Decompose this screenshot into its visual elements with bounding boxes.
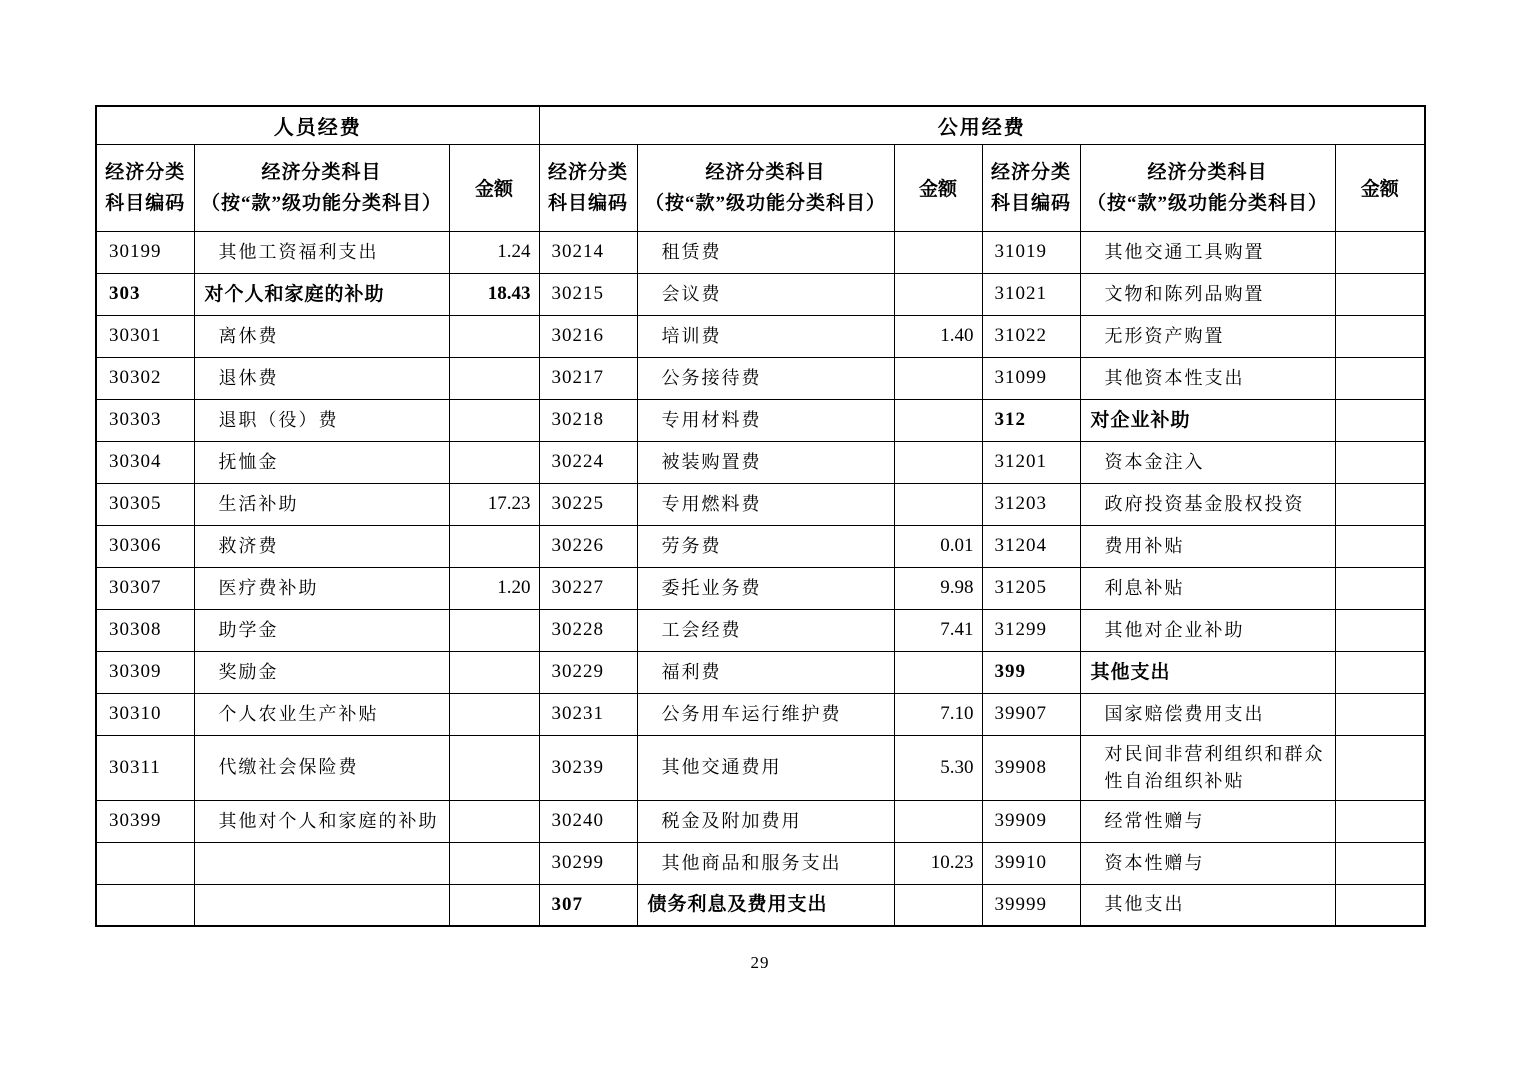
column-header-code-line1: 经济分类 [547, 161, 628, 183]
column-header-subject [194, 144, 449, 231]
subject-name-cell: 文物和陈列品购置 [1080, 273, 1335, 315]
amount-cell [449, 441, 539, 483]
column-header-row [96, 144, 1425, 231]
amount-cell: 10.23 [894, 842, 982, 884]
amount-cell [1335, 441, 1425, 483]
subject-name-cell: 委托业务费 [637, 567, 894, 609]
amount-cell [449, 357, 539, 399]
table-row [96, 567, 1425, 609]
subject-name-cell: 福利费 [637, 651, 894, 693]
subject-name-cell: 退职（役）费 [194, 399, 449, 441]
amount-cell [1335, 651, 1425, 693]
amount-cell: 5.30 [894, 735, 982, 800]
amount-cell [894, 441, 982, 483]
economic-code-cell: 30225 [539, 483, 637, 525]
economic-code-cell: 30240 [539, 800, 637, 842]
column-header-subject-line2: （按“款”级功能分类科目） [644, 192, 886, 214]
table-row [96, 800, 1425, 842]
subject-name-cell: 政府投资基金股权投资 [1080, 483, 1335, 525]
column-header-code-line2: 科目编码 [105, 192, 186, 214]
section-header-public-funds: 公用经费 [539, 106, 1425, 144]
amount-cell: 1.20 [449, 567, 539, 609]
amount-cell: 0.01 [894, 525, 982, 567]
amount-cell [1335, 483, 1425, 525]
subject-name-cell: 其他工资福利支出 [194, 231, 449, 273]
subject-name-cell: 离休费 [194, 315, 449, 357]
economic-code-cell: 30308 [96, 609, 194, 651]
amount-cell [1335, 357, 1425, 399]
economic-code-cell: 30307 [96, 567, 194, 609]
amount-cell [1335, 399, 1425, 441]
subject-name-cell: 助学金 [194, 609, 449, 651]
subject-name-cell: 国家赔偿费用支出 [1080, 693, 1335, 735]
subject-name-cell: 劳务费 [637, 525, 894, 567]
column-header-code-line2: 科目编码 [547, 192, 628, 214]
amount-cell [1335, 842, 1425, 884]
subject-name-cell: 无形资产购置 [1080, 315, 1335, 357]
table-row [96, 273, 1425, 315]
economic-code-cell: 31299 [982, 609, 1080, 651]
amount-cell: 9.98 [894, 567, 982, 609]
amount-cell [1335, 735, 1425, 800]
subject-name-cell: 工会经费 [637, 609, 894, 651]
economic-code-cell: 30399 [96, 800, 194, 842]
economic-code-cell: 31099 [982, 357, 1080, 399]
column-header-subject [1080, 144, 1335, 231]
subject-name-cell: 其他支出 [1080, 884, 1335, 926]
economic-code-cell: 31204 [982, 525, 1080, 567]
table-row [96, 231, 1425, 273]
subject-name-cell [194, 884, 449, 926]
subject-name-cell: 债务利息及费用支出 [637, 884, 894, 926]
column-header-amount: 金额 [1335, 144, 1425, 231]
column-header-code [96, 144, 194, 231]
economic-code-cell: 31022 [982, 315, 1080, 357]
subject-name-cell: 专用材料费 [637, 399, 894, 441]
subject-name-cell: 会议费 [637, 273, 894, 315]
column-header-subject-line2: （按“款”级功能分类科目） [1086, 192, 1328, 214]
subject-name-cell: 专用燃料费 [637, 483, 894, 525]
amount-cell [1335, 231, 1425, 273]
amount-cell [894, 357, 982, 399]
economic-code-cell: 30309 [96, 651, 194, 693]
economic-code-cell: 39909 [982, 800, 1080, 842]
economic-code-cell: 30310 [96, 693, 194, 735]
amount-cell [449, 800, 539, 842]
subject-name-cell: 奖励金 [194, 651, 449, 693]
amount-cell [894, 800, 982, 842]
subject-name-cell: 其他交通费用 [637, 735, 894, 800]
economic-code-cell: 31021 [982, 273, 1080, 315]
amount-cell [449, 651, 539, 693]
amount-cell [894, 399, 982, 441]
table-row [96, 483, 1425, 525]
amount-cell [449, 735, 539, 800]
amount-cell [894, 651, 982, 693]
budget-classification-table [95, 105, 1426, 927]
economic-code-cell: 39907 [982, 693, 1080, 735]
economic-code-cell: 30227 [539, 567, 637, 609]
economic-code-cell: 30216 [539, 315, 637, 357]
page-number: 29 [750, 953, 770, 972]
column-header-code-line1: 经济分类 [990, 161, 1071, 183]
economic-code-cell: 39908 [982, 735, 1080, 800]
amount-cell [1335, 800, 1425, 842]
economic-code-cell: 30224 [539, 441, 637, 483]
economic-code-cell: 31203 [982, 483, 1080, 525]
amount-cell [449, 315, 539, 357]
economic-code-cell: 39999 [982, 884, 1080, 926]
subject-name-cell: 其他交通工具购置 [1080, 231, 1335, 273]
subject-name-cell: 其他对企业补助 [1080, 609, 1335, 651]
subject-name-cell: 租赁费 [637, 231, 894, 273]
column-header-subject-line1: 经济分类科目 [705, 161, 826, 183]
amount-cell [449, 693, 539, 735]
amount-cell: 1.40 [894, 315, 982, 357]
table-row [96, 525, 1425, 567]
subject-name-cell [194, 842, 449, 884]
economic-code-cell: 30199 [96, 231, 194, 273]
column-header-code-line1: 经济分类 [105, 161, 186, 183]
economic-code-cell: 30239 [539, 735, 637, 800]
table-row [96, 735, 1425, 800]
economic-code-cell: 30306 [96, 525, 194, 567]
subject-name-cell: 经常性赠与 [1080, 800, 1335, 842]
table-row [96, 609, 1425, 651]
table-row [96, 842, 1425, 884]
economic-code-cell: 30218 [539, 399, 637, 441]
subject-name-cell: 救济费 [194, 525, 449, 567]
economic-code-cell: 30301 [96, 315, 194, 357]
economic-code-cell: 399 [982, 651, 1080, 693]
subject-name-cell: 费用补贴 [1080, 525, 1335, 567]
table-row [96, 884, 1425, 926]
column-header-subject-line1: 经济分类科目 [261, 161, 382, 183]
amount-cell [449, 525, 539, 567]
amount-cell: 7.10 [894, 693, 982, 735]
subject-name-cell: 其他资本性支出 [1080, 357, 1335, 399]
amount-cell [449, 842, 539, 884]
amount-cell [1335, 609, 1425, 651]
economic-code-cell: 312 [982, 399, 1080, 441]
column-header-code [982, 144, 1080, 231]
economic-code-cell: 30217 [539, 357, 637, 399]
economic-code-cell: 303 [96, 273, 194, 315]
subject-name-cell: 抚恤金 [194, 441, 449, 483]
subject-name-cell: 对个人和家庭的补助 [194, 273, 449, 315]
subject-name-cell: 生活补助 [194, 483, 449, 525]
section-header-personnel-funds: 人员经费 [96, 106, 539, 144]
subject-name-cell: 代缴社会保险费 [194, 735, 449, 800]
economic-code-cell [96, 884, 194, 926]
subject-name-cell: 公务接待费 [637, 357, 894, 399]
table-row [96, 357, 1425, 399]
column-header-subject [637, 144, 894, 231]
amount-cell [449, 884, 539, 926]
subject-name-cell: 税金及附加费用 [637, 800, 894, 842]
economic-code-cell [96, 842, 194, 884]
subject-name-cell: 资本性赠与 [1080, 842, 1335, 884]
subject-name-cell: 资本金注入 [1080, 441, 1335, 483]
subject-name-cell: 公务用车运行维护费 [637, 693, 894, 735]
column-header-subject-line2: （按“款”级功能分类科目） [200, 192, 442, 214]
amount-cell [894, 273, 982, 315]
amount-cell [1335, 315, 1425, 357]
column-header-amount: 金额 [449, 144, 539, 231]
column-header-code [539, 144, 637, 231]
subject-name-cell: 退休费 [194, 357, 449, 399]
subject-name-cell: 培训费 [637, 315, 894, 357]
table-row [96, 651, 1425, 693]
subject-name-cell: 医疗费补助 [194, 567, 449, 609]
subject-name-cell: 利息补贴 [1080, 567, 1335, 609]
subject-name-cell: 其他支出 [1080, 651, 1335, 693]
economic-code-cell: 30214 [539, 231, 637, 273]
column-header-amount: 金额 [894, 144, 982, 231]
amount-cell [449, 399, 539, 441]
economic-code-cell: 39910 [982, 842, 1080, 884]
table-row [96, 315, 1425, 357]
amount-cell [1335, 273, 1425, 315]
economic-code-cell: 30305 [96, 483, 194, 525]
economic-code-cell: 30304 [96, 441, 194, 483]
amount-cell [894, 483, 982, 525]
subject-name-cell: 个人农业生产补贴 [194, 693, 449, 735]
economic-code-cell: 31201 [982, 441, 1080, 483]
subject-name-cell: 被装购置费 [637, 441, 894, 483]
amount-cell [894, 231, 982, 273]
economic-code-cell: 30228 [539, 609, 637, 651]
economic-code-cell: 30226 [539, 525, 637, 567]
subject-name-cell: 其他商品和服务支出 [637, 842, 894, 884]
amount-cell [1335, 567, 1425, 609]
economic-code-cell: 30311 [96, 735, 194, 800]
subject-name-cell: 对民间非营利组织和群众性自治组织补贴 [1080, 735, 1335, 800]
column-header-subject-line1: 经济分类科目 [1147, 161, 1268, 183]
economic-code-cell: 30299 [539, 842, 637, 884]
table-row [96, 399, 1425, 441]
economic-code-cell: 31205 [982, 567, 1080, 609]
column-header-code-line2: 科目编码 [990, 192, 1071, 214]
section-header-row [96, 106, 1425, 144]
amount-cell [449, 609, 539, 651]
economic-code-cell: 31019 [982, 231, 1080, 273]
amount-cell: 18.43 [449, 273, 539, 315]
economic-code-cell: 30303 [96, 399, 194, 441]
amount-cell [1335, 884, 1425, 926]
table-row [96, 693, 1425, 735]
amount-cell: 17.23 [449, 483, 539, 525]
economic-code-cell: 30229 [539, 651, 637, 693]
economic-code-cell: 30302 [96, 357, 194, 399]
subject-name-cell: 其他对个人和家庭的补助 [194, 800, 449, 842]
economic-code-cell: 30215 [539, 273, 637, 315]
economic-code-cell: 307 [539, 884, 637, 926]
subject-name-cell: 对企业补助 [1080, 399, 1335, 441]
amount-cell: 7.41 [894, 609, 982, 651]
table-row [96, 441, 1425, 483]
amount-cell [894, 884, 982, 926]
economic-code-cell: 30231 [539, 693, 637, 735]
amount-cell [1335, 693, 1425, 735]
amount-cell [1335, 525, 1425, 567]
amount-cell: 1.24 [449, 231, 539, 273]
